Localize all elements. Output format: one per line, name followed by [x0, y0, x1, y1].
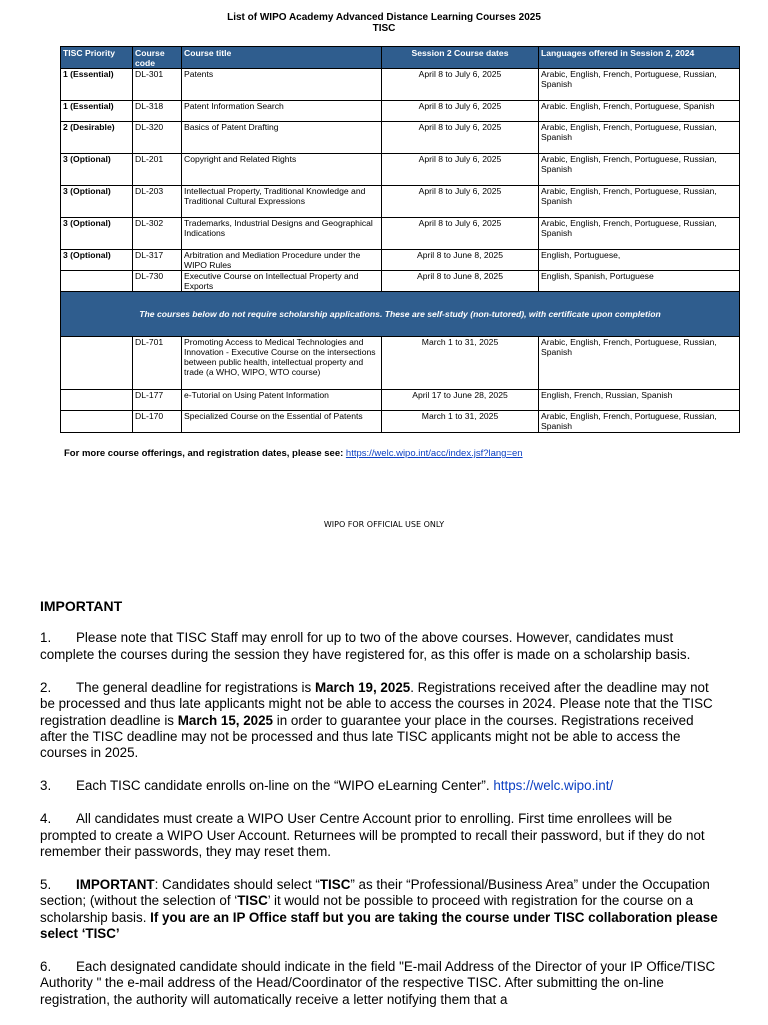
cell-code: DL-170	[133, 411, 182, 433]
important-label: IMPORTANT	[76, 876, 155, 892]
cell-code: DL-730	[133, 271, 182, 292]
cell-code: DL-302	[133, 218, 182, 250]
table-row	[61, 218, 740, 250]
cell-title: Copyright and Related Rights	[182, 154, 382, 186]
cell-code: DL-203	[133, 186, 182, 218]
note-5	[40, 877, 720, 943]
cell-priority: 1 (Essential)	[61, 101, 133, 122]
cell-priority: 1 (Essential)	[61, 69, 133, 101]
note-number: 1.	[40, 630, 52, 646]
cell-dates: April 8 to July 6, 2025	[382, 101, 539, 122]
table-row	[61, 186, 740, 218]
cell-languages: English, Portuguese,	[539, 250, 740, 271]
note-text: . Registrations received after the deadline may not be processed and thus late applicants might not be able to access the courses in 2024. Please note that the TISC registration deadline is	[40, 679, 713, 728]
cell-code: DL-301	[133, 69, 182, 101]
cell-dates: April 17 to June 28, 2025	[382, 390, 539, 411]
cell-priority	[61, 390, 133, 411]
cell-dates: April 8 to July 6, 2025	[382, 122, 539, 154]
cell-code: DL-318	[133, 101, 182, 122]
table-row	[61, 250, 740, 271]
elearning-center-link[interactable]: https://welc.wipo.int/	[493, 778, 614, 794]
cell-code: DL-177	[133, 390, 182, 411]
important-heading: IMPORTANT	[40, 598, 123, 614]
table-row	[61, 390, 740, 411]
note-text: : Candidates should select “	[154, 876, 320, 892]
note-number: 2.	[40, 679, 52, 695]
more-offerings-label: For more course offerings, and registration dates, please see:	[64, 448, 344, 459]
note-1	[40, 630, 720, 663]
ip-office-instruction: If you are an IP Office staff but you are taking the course under TISC collaboration please select ‘TISC’	[40, 909, 718, 942]
self-study-banner-row	[61, 292, 740, 337]
table-row	[61, 122, 740, 154]
cell-title: Patents	[182, 69, 382, 101]
document-title	[0, 12, 768, 34]
note-number: 5.	[40, 876, 52, 892]
note-number: 6.	[40, 959, 52, 974]
note-text: Each TISC candidate enrolls on-line on the “WIPO eLearning Center”.	[76, 778, 494, 794]
cell-dates: March 1 to 31, 2025	[382, 411, 539, 433]
tisc-deadline: March 15, 2025	[177, 712, 274, 728]
self-study-banner: The courses below do not require scholarship applications. These are self-study (non-tutored), with certificate upon completion	[61, 292, 740, 337]
cell-priority: 2 (Desirable)	[61, 122, 133, 154]
cell-title: Arbitration and Mediation Procedure under the WIPO Rules	[182, 250, 382, 271]
note-text: All candidates must create a WIPO User Centre Account prior to enrolling. First time enrollees will be prompted to create a WIPO User Account. Returnees will be prompted to recall their password, but if they do not remember their passwords, they may reset them.	[40, 811, 705, 859]
note-text: in order to guarantee your place in the courses. Registrations received after the TISC deadline may not be processed and thus late TISC applicants might not be able to access the courses in 2025.	[40, 712, 694, 761]
cell-languages: Arabic, English, French, Portuguese, Russian, Spanish	[539, 186, 740, 218]
cell-languages: Arabic. English, French, Portuguese, Spanish	[539, 101, 740, 122]
cell-languages: Arabic, English, French, Portuguese, Russian, Spanish	[539, 411, 740, 433]
cell-languages: Arabic, English, French, Portuguese, Russian, Spanish	[539, 122, 740, 154]
cell-priority: 3 (Optional)	[61, 250, 133, 271]
note-4	[40, 811, 720, 860]
cell-title: Promoting Access to Medical Technologies and Innovation - Executive Course on the intersections between public health, intellectual property and trade (a WHO, WIPO, WTO course)	[182, 337, 382, 390]
header-priority: TISC Priority	[61, 47, 133, 69]
subtitle-line: TISC	[372, 23, 396, 34]
cell-title: e-Tutorial on Using Patent Information	[182, 390, 382, 411]
cell-title: Specialized Course on the Essential of Patents	[182, 411, 382, 433]
tisc-keyword: TISC	[237, 893, 268, 909]
cell-dates: March 1 to 31, 2025	[382, 337, 539, 390]
course-catalog-link[interactable]: https://welc.wipo.int/acc/index.jsf?lang=en	[345, 448, 523, 459]
tisc-keyword: TISC	[319, 876, 351, 892]
title-line: List of WIPO Academy Advanced Distance Learning Courses 2025	[227, 12, 541, 23]
cell-code: DL-201	[133, 154, 182, 186]
cell-priority: 3 (Optional)	[61, 218, 133, 250]
courses-table	[60, 46, 740, 433]
cell-dates: April 8 to July 6, 2025	[382, 218, 539, 250]
cell-languages: English, French, Russian, Spanish	[539, 390, 740, 411]
more-offerings-line	[64, 448, 523, 459]
table-row	[61, 337, 740, 390]
header-title: Course title	[182, 47, 382, 69]
cell-languages: Arabic, English, French, Portuguese, Russian, Spanish	[539, 337, 740, 390]
cell-dates: April 8 to June 8, 2025	[382, 271, 539, 292]
note-number: 3.	[40, 778, 52, 794]
note-number: 4.	[40, 811, 52, 827]
table-row	[61, 411, 740, 433]
cell-priority	[61, 271, 133, 292]
table-header-row	[61, 47, 740, 69]
header-dates: Session 2 Course dates	[382, 47, 539, 69]
cell-priority: 3 (Optional)	[61, 186, 133, 218]
cell-languages: English, Spanish, Portuguese	[539, 271, 740, 292]
cell-title: Executive Course on Intellectual Property and Exports	[182, 271, 382, 292]
important-section	[40, 598, 720, 1025]
note-text: The general deadline for registrations is	[76, 679, 315, 695]
cell-priority	[61, 411, 133, 433]
note-6	[40, 959, 720, 1008]
cell-title: Basics of Patent Drafting	[182, 122, 382, 154]
note-text: ’ it would not be possible to proceed with registration for the course on a scholarship basis.	[40, 893, 694, 925]
cell-priority	[61, 337, 133, 390]
header-languages: Languages offered in Session 2, 2024	[539, 47, 740, 69]
table-row	[61, 271, 740, 292]
note-text: ” as their “Professional/Business Area” under the Occupation section; (without the selection of ‘	[40, 876, 710, 909]
cell-priority: 3 (Optional)	[61, 154, 133, 186]
cell-dates: April 8 to July 6, 2025	[382, 154, 539, 186]
note-3	[40, 778, 720, 794]
cell-dates: April 8 to June 8, 2025	[382, 250, 539, 271]
note-text: Each designated candidate should indicate in the field "E-mail Address of the Director of your IP Office/TISC Authority " the e-mail address of the Head/Coordinator of the respective TISC. After submitting the on-line registration, the authority will automatically receive a letter notifying them that a	[40, 959, 716, 1007]
cell-code: DL-701	[133, 337, 182, 390]
cell-title: Intellectual Property, Traditional Knowledge and Traditional Cultural Expressions	[182, 186, 382, 218]
cell-code: DL-317	[133, 250, 182, 271]
cell-languages: Arabic, English, French, Portuguese, Russian, Spanish	[539, 154, 740, 186]
cell-dates: April 8 to July 6, 2025	[382, 69, 539, 101]
table-row	[61, 69, 740, 101]
note-text: Please note that TISC Staff may enroll for up to two of the above courses. However, candidates must complete the courses during the session they have registered for, as this offer is made on a scholarship basis.	[40, 630, 691, 662]
cell-languages: Arabic, English, French, Portuguese, Russian, Spanish	[539, 218, 740, 250]
cell-title: Trademarks, Industrial Designs and Geographical Indications	[182, 218, 382, 250]
general-deadline: March 19, 2025	[314, 679, 411, 695]
cell-languages: Arabic, English, French, Portuguese, Russian, Spanish	[539, 69, 740, 101]
table-row	[61, 154, 740, 186]
header-code: Course code	[133, 47, 182, 69]
cell-title: Patent Information Search	[182, 101, 382, 122]
cell-dates: April 8 to July 6, 2025	[382, 186, 539, 218]
official-use-marking: WIPO FOR OFFICIAL USE ONLY	[323, 520, 445, 529]
cell-code: DL-320	[133, 122, 182, 154]
table-row	[61, 101, 740, 122]
note-2	[40, 680, 720, 762]
